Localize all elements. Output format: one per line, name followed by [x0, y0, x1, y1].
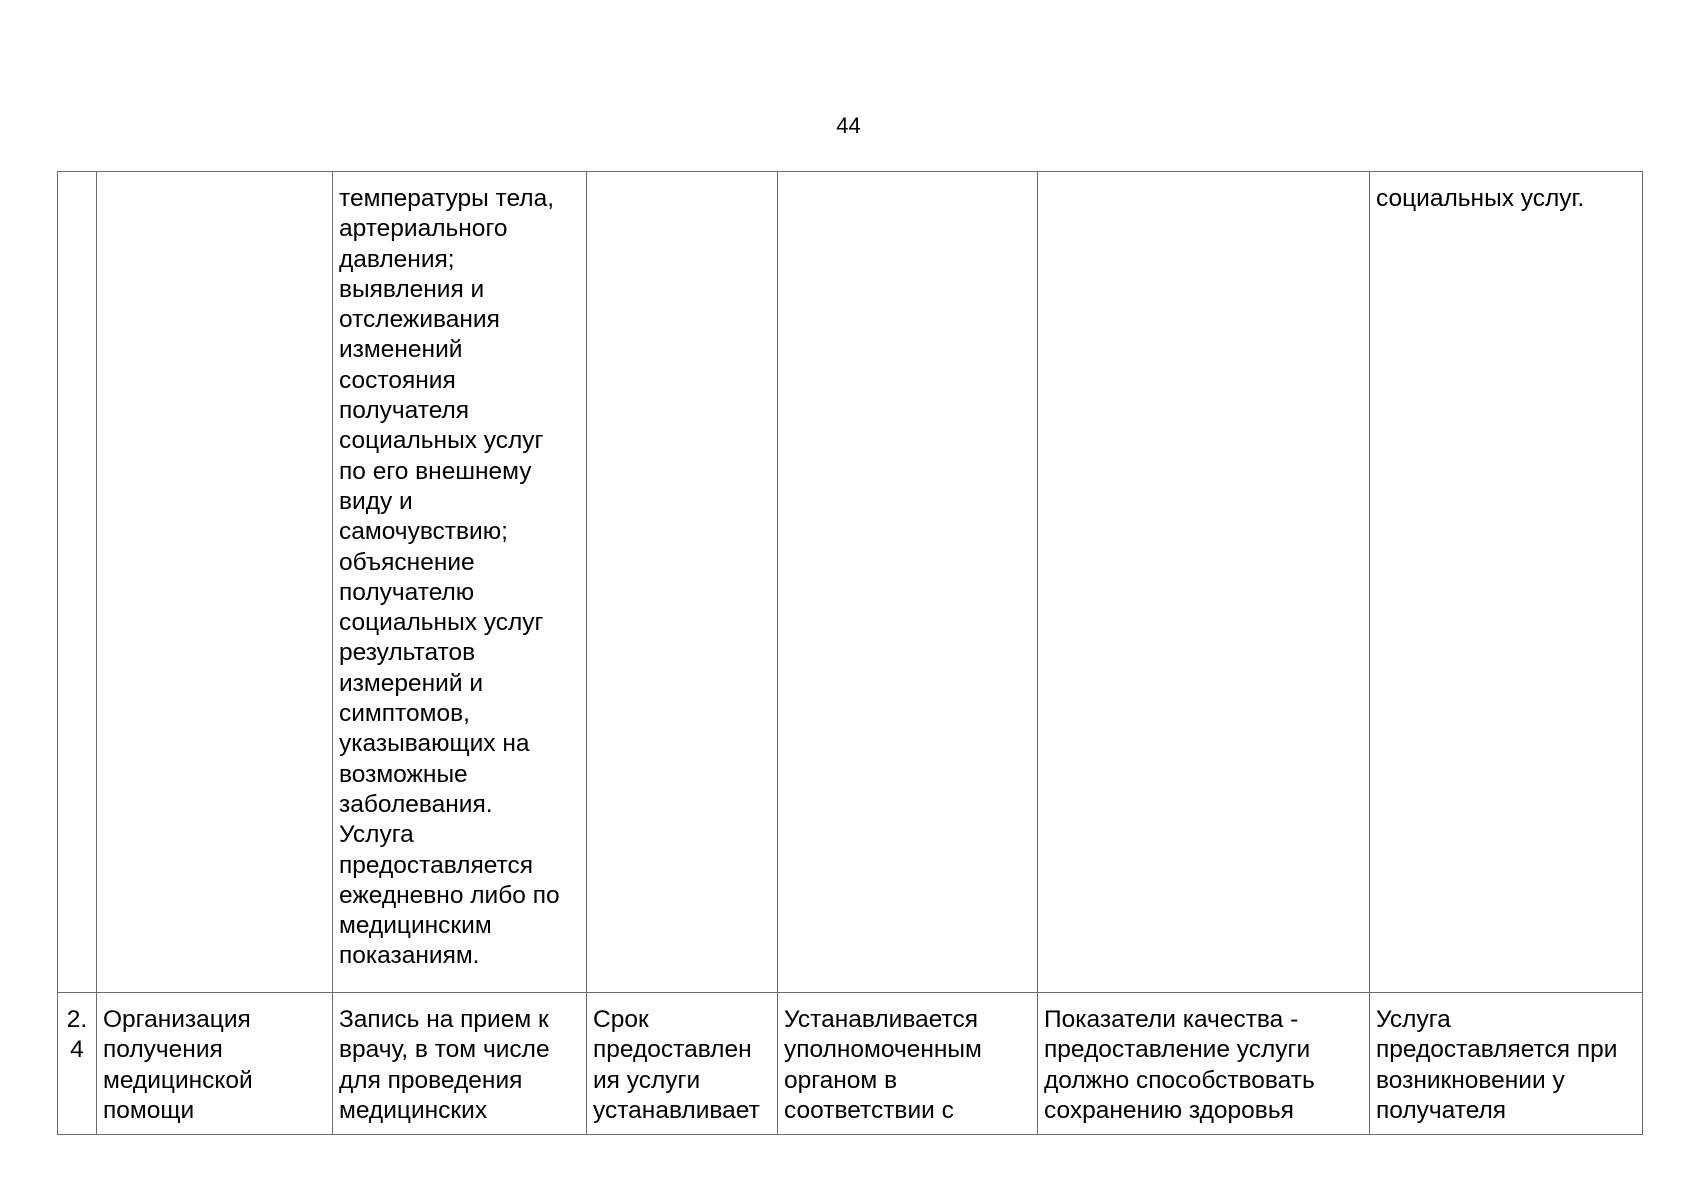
service-conditions-cell: Услуга предоставляется при возникновении у получателя [1370, 993, 1643, 1135]
service-conditions-cell: социальных услуг. [1370, 172, 1643, 993]
service-quality-cell: Показатели качества - предоставление услуги должно способствовать сохранению здоровья [1038, 993, 1370, 1135]
services-table [57, 171, 1643, 1135]
service-cost-cell [778, 172, 1038, 993]
row-number-cell [58, 172, 97, 993]
service-quality-cell [1038, 172, 1370, 993]
service-name-cell [97, 172, 333, 993]
table-row [58, 172, 1643, 993]
service-content-cell: Запись на прием к врачу, в том числе для проведения медицинских [333, 993, 587, 1135]
service-cost-cell: Устанавливается уполномоченным органом в соответствии с [778, 993, 1038, 1135]
service-term-cell [587, 172, 778, 993]
table-row [58, 993, 1643, 1135]
service-name-cell: Организация получения медицинской помощи [97, 993, 333, 1135]
service-content-cell: температуры тела, артериального давления; выявления и отслеживания изменений состояния получателя социальных услуг по его внешнему виду и самочувствию; объяснение получателю социальных услуг результатов измерений и симптомов, указывающих на возможные заболевания. Услуга предоставляется ежедневно либо по медицинским показаниям. [333, 172, 587, 993]
service-term-cell: Срок предоставлен ия услуги устанавливает [587, 993, 778, 1135]
row-number-cell: 2. 4 [58, 993, 97, 1135]
page-number: 44 [836, 113, 861, 138]
